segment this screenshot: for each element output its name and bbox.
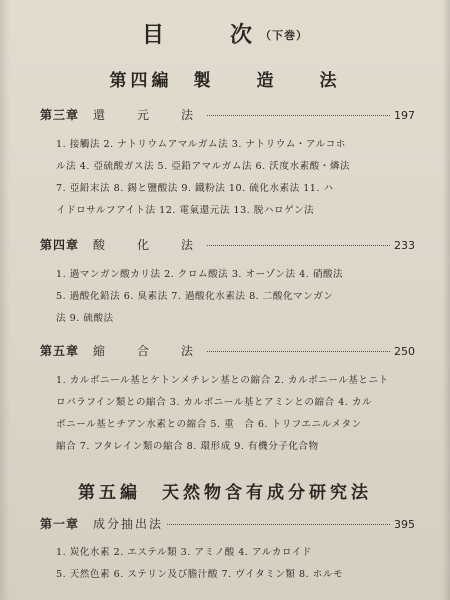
chapter-page-number: 197 — [394, 109, 415, 122]
chapter-4-sections — [56, 264, 416, 330]
chapter-5-sections — [56, 370, 416, 458]
page-title-main: 目 次 — [141, 22, 274, 48]
toc-entry-chapter-5[interactable] — [40, 342, 415, 360]
chapter-number: 第一章 — [40, 517, 80, 531]
section-line: 1. 過マンガン酸カリ法 2. クロム酸法 3. オーゾン法 4. 硝酸法 — [56, 269, 344, 280]
toc-entry-part5-chapter-1[interactable] — [40, 515, 415, 533]
section-line: 1. 炭化水素 2. エステル類 3. アミノ酸 4. アルカロイド — [56, 547, 312, 558]
toc-entry-chapter-4[interactable] — [40, 236, 415, 254]
section-line: 縮合 7. フタレイン類の縮合 8. 環形成 9. 有機分子化合物 — [56, 441, 319, 452]
section-line: 5. 天然色素 6. ステリン及び膽汁酸 7. ヴイタミン類 8. ホルモ — [56, 569, 344, 580]
section-line: ボニール基とチアン水素との縮合 5. 重 合 6. トリフエニルメタン — [56, 419, 362, 430]
chapter-page-number: 395 — [394, 518, 415, 531]
dot-leader — [207, 115, 390, 116]
chapter-title: 成分抽出法 — [93, 517, 164, 531]
dot-leader — [167, 524, 390, 525]
section-line: 5. 過酸化鉛法 6. 臭素法 7. 過酸化水素法 8. 二酸化マンガン — [56, 291, 334, 302]
chapter-number: 第五章 — [40, 344, 80, 358]
page-title-volume: （下巻） — [260, 29, 308, 42]
dot-leader — [207, 351, 390, 352]
chapter-title: 酸 化 法 — [93, 238, 204, 252]
part-heading-4: 第四編 製 造 法 — [109, 71, 341, 91]
chapter-3-sections — [56, 134, 416, 222]
section-line: 1. カルボニール基とケトンメチレン基との縮合 2. カルボニール基とニト — [56, 375, 389, 386]
section-line: 法 9. 硫酸法 — [56, 313, 114, 324]
page-title — [0, 18, 450, 49]
section-line: ロパラフイン類との縮合 3. カルボニール基とアミンとの縮合 4. カル — [56, 397, 373, 408]
chapter-title: 縮 合 法 — [93, 344, 204, 358]
section-line: ル法 4. 亞硫酸ガス法 5. 亞鉛アマルガム法 6. 沃度水素酸・燐法 — [56, 161, 351, 172]
chapter-number: 第三章 — [40, 108, 80, 122]
section-line: 1. 接觸法 2. ナトリウムアマルガム法 3. ナトリウム・アルコホ — [56, 139, 346, 150]
chapter-page-number: 250 — [394, 345, 415, 358]
part5-chapter-1-sections — [56, 542, 416, 586]
chapter-number: 第四章 — [40, 238, 80, 252]
dot-leader — [207, 245, 390, 246]
chapter-page-number: 233 — [394, 239, 415, 252]
chapter-title: 還 元 法 — [93, 108, 204, 122]
section-line: 7. 亞鉛末法 8. 錫と鹽酸法 9. 鐵粉法 10. 硫化水素法 11. ハ — [56, 183, 334, 194]
section-line: イドロサルフアイト法 12. 電氣還元法 13. 脱ハロゲン法 — [56, 205, 315, 216]
toc-entry-chapter-3[interactable] — [40, 106, 415, 124]
part-heading-5: 第五編 天然物含有成分研究法 — [78, 483, 372, 503]
